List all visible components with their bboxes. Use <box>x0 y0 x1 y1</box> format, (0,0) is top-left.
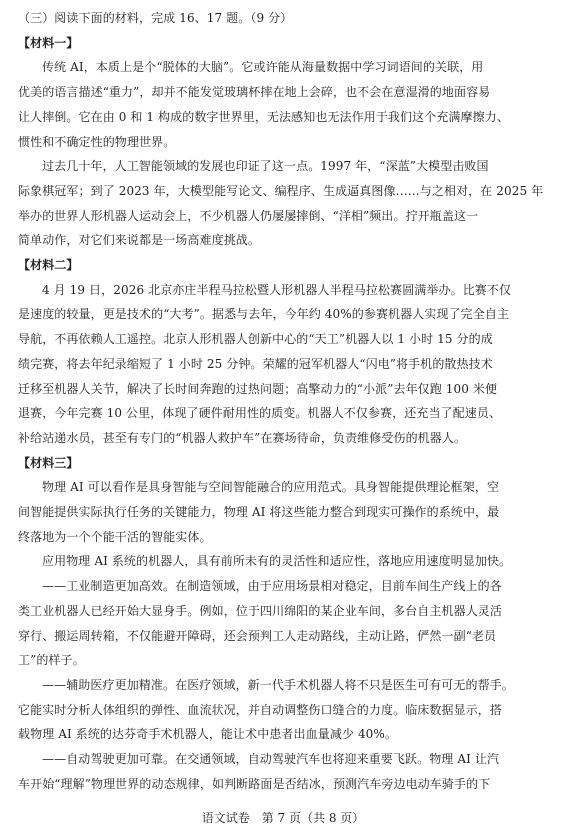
material-3-line: 车开始“理解”物理世界的动态规律，如判断路面是否结冰，预测汽车旁边电动车骑手的下 <box>18 776 491 791</box>
material-3-line: 它能实时分析人体组织的弹性、血流状况，并自动调整伤口缝合的力度。临床数据显示，搭 <box>18 702 503 717</box>
material-1-line: 优美的语言描述“重力”，却并不能发觉玻璃杯摔在地上会碎，也不会在意湿滑的地面容易 <box>18 85 491 100</box>
material-1-line: 举办的世界人形机器人运动会上，不少机器人仍屡屡摔倒、“洋相”频出。拧开瓶盖这一 <box>18 208 479 223</box>
material-2-line: 4 月 19 日，2026 北京亦庄半程马拉松暨人形机器人半程马拉松赛圆满举办。比赛不仅 <box>42 282 512 297</box>
material-1-line: 惯性和不确定性的物理世界。 <box>18 134 176 149</box>
material-2-line: 迁移至机器人关节，解决了长时间奔跑的过热问题；高擎动力的“小派”去年仅跑 100 米便 <box>18 381 498 396</box>
material-1-line: 过去几十年，人工智能领域的发展也印证了这一点。1997 年，“深蓝”大模型击败国 <box>42 159 489 174</box>
page-footer: 语文试卷 第 7 页（共 8 页） <box>201 811 365 825</box>
material-2-line: 退赛，今年完赛 10 公里，体现了硬件耐用性的质变。机器人不仅参赛，还充当了配速员、 <box>18 406 502 421</box>
material-3-heading: 【材料三】 <box>18 455 79 470</box>
material-3-line: ——辅助医疗更加精准。在医疗领域，新一代手术机器人将不只是医生可有可无的帮手。 <box>42 677 514 692</box>
material-3-line: 穿行、搬运周转箱，不仅能避开障碍，还会预判工人走动路线，主动让路，俨然一副“老员 <box>18 628 497 643</box>
material-3-line: 间智能提供实际执行任务的关键能力，物理 AI 将这些能力整合到现实可操作的系统中，最 <box>18 505 500 520</box>
material-1-line: 让人摔倒。它在由 0 和 1 构成的数字世界里，无法感知也无法作用于我们这个充满摩擦力、 <box>18 109 509 124</box>
material-2-line: 绩完赛，将去年纪录缩短了 1 小时 25 分钟。荣耀的冠军机器人“闪电”将手机的散热技术 <box>18 356 493 371</box>
material-3-line: ——工业制造更加高效。在制造领域，由于应用场景相对稳定，目前车间生产线上的各 <box>42 579 502 594</box>
section-title: （三）阅读下面的材料，完成 16、17 题。（9 分） <box>18 11 293 25</box>
material-3-line: 载物理 AI 系统的达芬奇手术机器人，能让术中患者出血量减少 40%。 <box>18 727 398 742</box>
material-1-line: 传统 AI，本质上是个“脱体的大脑”。它或许能从海量数据中学习词语间的关联，用 <box>42 60 484 75</box>
material-2-line: 是速度的较量，更是技术的“大考”。据悉与去年，今年约 40%的参赛机器人实现了完全自主 <box>18 307 510 322</box>
material-3-line: 物理 AI 可以看作是具身智能与空间智能融合的应用范式。具身智能提供理论框架，空 <box>42 480 500 495</box>
material-1-heading: 【材料一】 <box>18 35 79 50</box>
material-3-line: 应用物理 AI 系统的机器人，具有前所未有的灵活性和适应性，落地应用速度明显加快。 <box>42 554 512 569</box>
material-2-line: 补给站递水员，甚至有专门的“机器人救护车”在赛场待命，负责维修受伤的机器人。 <box>18 430 467 445</box>
material-1-line: 简单动作，对它们来说都是一场高难度挑战。 <box>18 233 261 248</box>
material-2-heading: 【材料二】 <box>18 258 79 273</box>
material-3-line: 类工业机器人已经开始大显身手。例如，位于四川绵阳的某企业车间，多台自主机器人灵活 <box>18 603 503 618</box>
material-1-line: 际象棋冠军；到了 2023 年，大模型能写论文、编程序、生成逼真图像……与之相对，在 2025 年 <box>18 183 544 198</box>
material-3-line: 工”的样子。 <box>18 653 85 668</box>
material-2-line: 导航，不再依赖人工遥控。北京人形机器人创新中心的“天工”机器人以 1 小时 15 分的成 <box>18 332 493 347</box>
material-3-line: ——自动驾驶更加可靠。在交通领域，自动驾驶汽车也将迎来重要飞跃。物理 AI 让汽 <box>42 752 500 767</box>
material-3-line: 终落地为一个个能干活的智能实体。 <box>18 529 212 544</box>
